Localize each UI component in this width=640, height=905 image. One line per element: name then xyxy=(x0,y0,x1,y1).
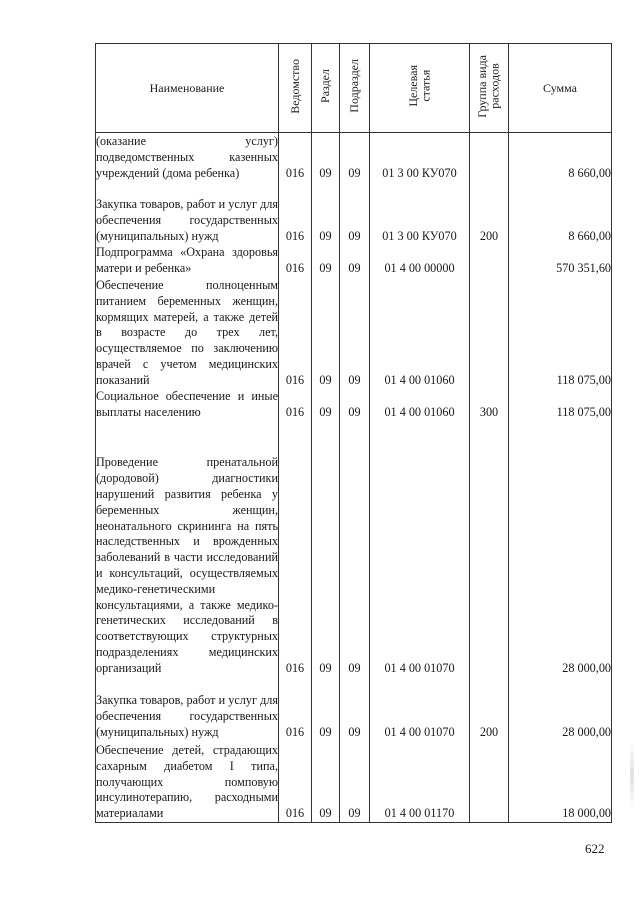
row-dept: 016 xyxy=(279,133,312,182)
header-subsection-cell xyxy=(340,44,370,133)
row-sum: 8 660,00 xyxy=(509,182,612,245)
header-subsection: Подраздел xyxy=(347,59,362,113)
budget-table xyxy=(95,43,612,823)
table-row xyxy=(96,389,612,421)
table-header-row xyxy=(96,44,612,133)
row-sum: 118 075,00 xyxy=(509,277,612,389)
page-number: 622 xyxy=(585,841,605,856)
row-subsection: 09 xyxy=(340,133,370,182)
row-section: 09 xyxy=(312,182,340,245)
row-subsection: 09 xyxy=(340,741,370,823)
row-name: Социальное обеспечение и иные выплаты населению xyxy=(96,388,278,419)
header-group-cell xyxy=(470,44,509,133)
row-target: 01 4 00 00000 xyxy=(370,245,470,277)
row-target: 01 4 00 01060 xyxy=(370,389,470,421)
row-target: 01 3 00 КУ070 xyxy=(370,182,470,245)
row-group xyxy=(470,277,509,389)
table-row xyxy=(96,133,612,182)
row-target: 01 4 00 01060 xyxy=(370,277,470,389)
row-section: 09 xyxy=(312,741,340,823)
row-subsection: 09 xyxy=(340,677,370,741)
row-subsection: 09 xyxy=(340,277,370,389)
header-target: Целевая статья xyxy=(405,65,433,107)
row-dept: 016 xyxy=(279,182,312,245)
row-group: 300 xyxy=(470,389,509,421)
table-row xyxy=(96,677,612,741)
row-group xyxy=(470,421,509,677)
row-sum: 18 000,00 xyxy=(509,741,612,823)
row-target: 01 3 00 КУ070 xyxy=(370,133,470,182)
row-sum: 570 351,60 xyxy=(509,245,612,277)
row-group xyxy=(470,133,509,182)
row-dept: 016 xyxy=(279,389,312,421)
row-name: Закупка товаров, работ и услуг для обеспечения государственных (муниципальных) нужд xyxy=(96,677,279,741)
row-section: 09 xyxy=(312,389,340,421)
header-name: Наименование xyxy=(96,44,279,133)
row-sum: 118 075,00 xyxy=(509,389,612,421)
row-section: 09 xyxy=(312,277,340,389)
row-dept: 016 xyxy=(279,245,312,277)
row-section: 09 xyxy=(312,677,340,741)
table-row xyxy=(96,245,612,277)
row-dept: 016 xyxy=(279,277,312,389)
table-row xyxy=(96,277,612,389)
header-group: Группа вида расходов xyxy=(475,54,502,118)
row-dept: 016 xyxy=(279,677,312,741)
header-dept-cell xyxy=(279,44,312,133)
header-section: Раздел xyxy=(318,69,333,103)
scan-artifact xyxy=(630,740,634,810)
row-section: 09 xyxy=(312,245,340,277)
row-subsection: 09 xyxy=(340,182,370,245)
row-sum: 28 000,00 xyxy=(509,677,612,741)
row-target: 01 4 00 01070 xyxy=(370,677,470,741)
row-name: Обеспечение детей, страдающих сахарным диабетом I типа, получающих помповую инсулинотерапию, расходными материалами xyxy=(96,741,279,823)
row-name: Закупка товаров, работ и услуг для обеспечения государственных (муниципальных) нужд xyxy=(96,182,279,245)
row-subsection: 09 xyxy=(340,245,370,277)
row-group: 200 xyxy=(470,182,509,245)
row-group: 200 xyxy=(470,677,509,741)
row-name: Обеспечение полноценным питанием беременных женщин, кормящих матерей, а также детей в возрасте до трех лет, осуществляемое по заключению врачей с учетом медицинских показаний xyxy=(96,277,278,387)
row-subsection: 09 xyxy=(340,421,370,677)
row-section: 09 xyxy=(312,421,340,677)
row-name: Проведение пренатальной (дородовой) диагностики нарушений развития ребенка у беременных женщин, неонатального скрининга на пять наследственных и врожденных заболеваний в части исследований и консультаций, осуществляемых медико-генетическими консультациями, а также медико-генетических исследований в соответствующих структурных подразделениях медицинских организаций xyxy=(96,421,279,677)
header-target-cell xyxy=(370,44,470,133)
header-sum: Сумма xyxy=(509,44,612,133)
row-target: 01 4 00 01170 xyxy=(370,741,470,823)
row-name: (оказание услуг) подведомственных казенных учреждений (дома ребенка) xyxy=(96,134,278,180)
row-sum: 28 000,00 xyxy=(509,421,612,677)
row-sum: 8 660,00 xyxy=(509,133,612,182)
row-group xyxy=(470,741,509,823)
row-group xyxy=(470,245,509,277)
header-dept: Ведомство xyxy=(287,58,302,114)
row-subsection: 09 xyxy=(340,389,370,421)
table-row xyxy=(96,421,612,677)
table-row xyxy=(96,741,612,823)
table-row xyxy=(96,182,612,245)
row-section: 09 xyxy=(312,133,340,182)
row-dept: 016 xyxy=(279,741,312,823)
row-name: Подпрограмма «Охрана здоровья матери и ребенка» xyxy=(96,244,278,275)
row-dept: 016 xyxy=(279,421,312,677)
row-target: 01 4 00 01070 xyxy=(370,421,470,677)
header-section-cell xyxy=(312,44,340,133)
